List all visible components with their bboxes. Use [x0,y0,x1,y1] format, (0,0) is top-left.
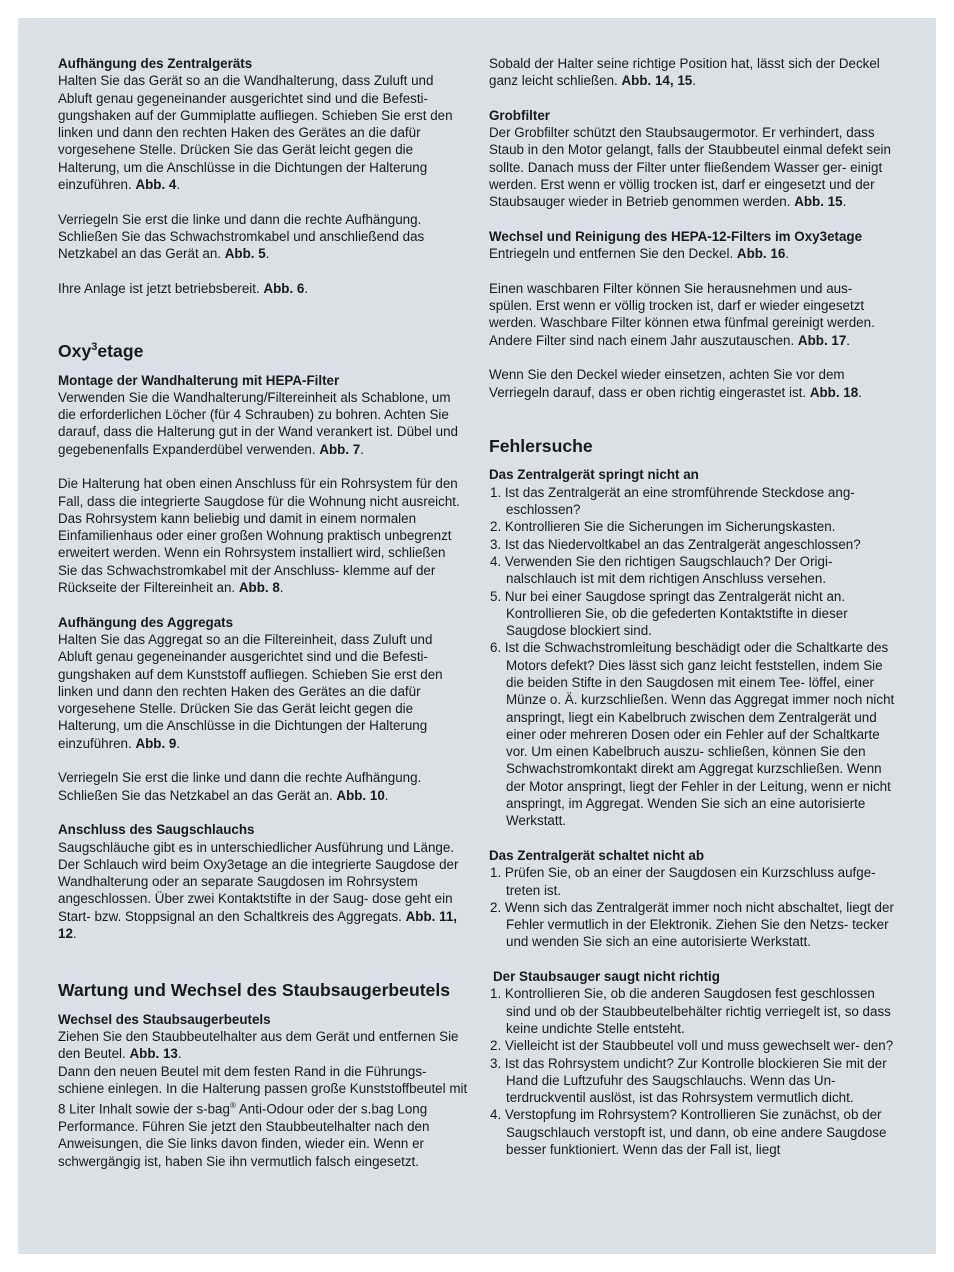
figure-ref: Abb. 14, 15 [621,73,693,89]
list-item: 3. Ist das Rohrsystem undicht? Zur Kontrolle blockieren Sie mit der Hand die Luftzufuhr des Saugschlauchs. Wenn das Un- terdruckventil auslöst, ist das Rohrsystem vermutlich dicht. [490,1055,887,1106]
section-title-saugt-nicht-richtig: Der Staubsauger saugt nicht richtig [493,969,720,985]
list-item: 4. Verstopfung im Rohrsystem? Kontrollieren Sie zunächst, ob der Saugschlauch verstopft ist, und dann, ob eine andere Saugdose besser funktioniert. Wenn das der Fall ist, liegt [490,1107,887,1158]
list-item: 4. Verwenden Sie den richtigen Saugschlauch? Der Origi- nalschlauch ist mit dem richtigen Anschluss versehen. [490,553,833,587]
paragraph: Ihre Anlage ist jetzt betriebsbereit. Abb. 6. [58,280,309,296]
section-title-saugschlauch: Anschluss des Saugschlauchs [58,822,255,838]
paragraph: Saugschläuche gibt es in unterschiedlicher Ausführung und Länge. Der Schlauch wird beim Oxy3etage an die integrierte Saugdose der Wandhalterung oder an separate Saugdosen im Rohrsystem angeschlossen. Über zwei Kontaktstifte in der Saug- dose geht ein Start- bzw. Stoppsignal an den Schaltkreis des Aggregats. Abb. 11, 12. [58,839,459,942]
section-title-aggregat: Aufhängung des Aggregats [58,614,234,630]
figure-ref: Abb. 4 [135,177,177,193]
heading-part: Oxy [58,341,92,362]
paragraph-text: Einen waschbaren Filter können Sie herausnehmen und aus- spülen. Erst wenn er völlig trocken ist, darf er wieder eingesetzt werden. Waschbare Filter können etwa fünfmal gereinigt werden. Andere Filter sind nach einem Jahr auszutauschen. [489,280,875,348]
paragraph-text: Die Halterung hat oben einen Anschluss für ein Rohrsystem für den Fall, dass die integrierte Saugdose für die Wohnung nicht ausreicht. Das Rohrsystem kann beliebig und damit in einem normalen Einfamilienhaus oder einer großen Wohnung praktisch unbegrenzt erweitert werden. Wenn ein Rohrsystem installiert wird, schließen Sie das Schwachstromkabel mit der Anschluss- klemme auf der Rückseite der Filtereinheit an. [58,476,460,596]
right-column [489,55,899,1158]
paragraph-text: Der Grobfilter schützt den Staubsaugermotor. Er verhindert, dass Staub in den Motor gelangt, falls der Staubbeutel einmal defekt sein sollte. Danach muss der Filter unter fließendem Wasser ger- einigt werden. Erst wenn er völlig trocken ist, darf er eingesetzt und der Staubsauger wieder in Betrieb genommen werden. [489,125,891,210]
paragraph: Halten Sie das Gerät so an die Wandhalterung, dass Zuluft und Abluft genau gegeneinander ausgerichtet sind und die Befesti- gungshaken auf der Gummiplatte aufliegen. Schieben Sie erst den linken und dann den rechten Haken des Gerätes an die dafür vorgesehene Stelle. Drücken Sie das Gerät leicht gegen die Halterung, um die Anschlüsse in die Dichtungen der Halterung einzuführen. Abb. 4. [58,73,453,193]
paragraph-text: Ihre Anlage ist jetzt betriebsbereit. [58,280,260,296]
list-item: 3. Ist das Niedervoltkabel an das Zentralgerät angeschlossen? [490,536,861,552]
figure-ref: Abb. 5 [224,246,266,262]
paragraph [58,1063,468,1170]
paragraph: Der Grobfilter schützt den Staubsaugermotor. Er verhindert, dass Staub in den Motor gelangt, falls der Staubbeutel einmal defekt sein sollte. Danach muss der Filter unter fließendem Wasser ger- einigt werden. Erst wenn er völlig trocken ist, darf er eingesetzt und der Staubsauger wieder in Betrieb genommen werden. Abb. 15. [489,125,891,210]
heading-part: etage [97,341,144,362]
figure-ref: Abb. 11, 12 [58,908,457,942]
paragraph-text: Verriegeln Sie erst die linke und dann die rechte Aufhängung. Schließen Sie das Netzkabel an das Gerät an. [58,770,422,803]
paragraph-text: Halten Sie das Gerät so an die Wandhalterung, dass Zuluft und Abluft genau gegeneinander ausgerichtet sind und die Befesti- gungshaken auf der Gummiplatte aufliegen. Schieben Sie erst den linken und dann den rechten Haken des Gerätes an die dafür vorgesehene Stelle. Drücken Sie das Gerät leicht gegen die Halterung, um die Anschlüsse in die Dichtungen der Halterung einzuführen. [58,73,453,193]
list-item: 1. Ist das Zentralgerät an eine stromführende Steckdose ang- eschlossen? [490,484,855,518]
figure-ref: Abb. 18 [809,384,859,400]
section-title-grobfilter: Grobfilter [489,107,551,123]
paragraph: Verriegeln Sie erst die linke und dann die rechte Aufhängung. Schließen Sie das Schwachstromkabel und anschließend das Netzkabel an das Gerät an. Abb. 5. [58,211,425,262]
figure-ref: Abb. 8 [238,580,280,596]
paragraph: Halten Sie das Aggregat so an die Filtereinheit, dass Zuluft und Abluft genau gegeneinander ausgerichtet sind und die Befesti- gungshaken auf dem Kunststoff aufliegen. Schieben Sie erst den linken und dann den rechten Haken des Gerätes an die dafür vorgesehene Stelle. Drücken Sie das Gerät leicht gegen die Halterung, um die Anschlüsse in die Dichtungen der Halterung einzuführen. Abb. 9. [58,631,443,751]
figure-ref: Abb. 6 [263,280,305,296]
list-item: 2. Wenn sich das Zentralgerät immer noch nicht abschaltet, liegt der Fehler vermutlich in der Elektronik. Ziehen Sie den Netzs- tecker und wenden Sie sich an eine autorisierte Werkstatt. [490,899,894,950]
list-item: 6. Ist die Schwachstromleitung beschädigt oder die Schaltkarte des Motors defekt? Dies lässt sich ganz leicht feststellen, indem Sie die beiden Stifte in den Saugdosen mit einem Tee- löffel, einer Münze o. Ä. kurzschließen. Wenn das Aggregat immer noch nicht anspringt, liegt ein Kabelbruch zwischen dem Zentralgerät und einer oder mehreren Dosen oder ein Fehler auf der Schaltkarte vor. Um einen Kabelbruch auszu- schließen, können Sie den Schwachstromkontakt direkt am Aggregat kurzschließen. Wenn der Motor anspringt, liegt der Fehler in der Leitung, wenn er nicht anspringt, im Aggregat. Wenden Sie sich an eine autorisierte Werkstatt. [490,640,895,829]
paragraph: Verriegeln Sie erst die linke und dann die rechte Aufhängung. Schließen Sie das Netzkabel an das Gerät an. Abb. 10. [58,770,422,803]
section-title-schaltet-nicht-ab: Das Zentralgerät schaltet nicht ab [489,847,705,863]
section-title-springt-nicht-an: Das Zentralgerät springt nicht an [489,467,699,483]
figure-ref: Abb. 16 [736,246,786,262]
paragraph-text: Ziehen Sie den Staubbeutelhalter aus dem Gerät und entfernen Sie den Beutel. [58,1029,459,1062]
registered-mark: ® [229,1101,236,1111]
list-item: 5. Nur bei einer Saugdose springt das Zentralgerät nicht an. Kontrollieren Sie, ob die gefederten Kontaktstifte in dieser Saugdose blockiert sind. [490,588,848,639]
left-column [58,55,468,1170]
troubleshooting-list-3 [489,985,899,1158]
paragraph-text: Entriegeln und entfernen Sie den Deckel. [489,246,734,262]
troubleshooting-list-2 [489,864,899,950]
figure-ref: Abb. 13 [129,1046,178,1062]
paragraph-text: Wenn Sie den Deckel wieder einsetzen, achten Sie vor dem Verriegeln darauf, dass er oben richtig eingerastet ist. [489,367,845,400]
figure-ref: Abb. 17 [797,332,847,348]
heading-fehlersuche: Fehlersuche [489,435,593,456]
paragraph-text: Dann den neuen Beutel mit dem festen Rand in die Führungs- schiene einlegen. In die Halterung passen große Kunststoffbeutel mit 8 Liter Inhalt sowie der s-bag [58,1063,468,1117]
troubleshooting-list-1 [489,484,899,830]
paragraph-text: Anti-Odour oder der s.bag Long Performance. Führen Sie jetzt den Staubbeutelhalter nach den Anweisungen, die Sie links davon finden, wieder ein. Wenn er schwergängig ist, haben Sie ihn vermutlich falsch eingesetzt. [58,1101,430,1169]
paragraph: Verwenden Sie die Wandhalterung/Filtereinheit als Schablone, um die erforderlichen Löcher (für 4 Schrauben) zu bohren. Achten Sie darauf, dass die Halterung gut in der Wand verankert ist. Dübel und gegebenenfalls Expanderdübel verwenden. Abb. 7. [58,389,458,457]
list-item: 1. Kontrollieren Sie, ob die anderen Saugdosen fest geschlossen sind und ob der Staubbeutelbehälter richtig verriegelt ist, so dass keine undichte Stelle entsteht. [490,986,891,1036]
list-item: 1. Prüfen Sie, ob an einer der Saugdosen ein Kurzschluss aufge- treten ist. [490,865,876,898]
paragraph: Sobald der Halter seine richtige Position hat, lässt sich der Deckel ganz leicht schließen. Abb. 14, 15. [489,56,880,89]
heading-superscript: 3 [91,341,98,354]
paragraph-text: Halten Sie das Aggregat so an die Filtereinheit, dass Zuluft und Abluft genau gegeneinander ausgerichtet sind und die Befesti- gungshaken auf dem Kunststoff aufliegen. Schieben Sie erst den linken und dann den rechten Haken des Gerätes an die dafür vorgesehene Stelle. Drücken Sie das Gerät leicht gegen die Halterung, um die Anschlüsse in die Dichtungen der Halterung einzuführen. [58,631,443,751]
paragraph: Einen waschbaren Filter können Sie herausnehmen und aus- spülen. Erst wenn er völlig trocken ist, darf er wieder eingesetzt werden. Waschbare Filter können etwa fünfmal gereinigt werden. Andere Filter sind nach einem Jahr auszutauschen. Abb. 17. [489,280,875,348]
heading-oxy3etage [58,335,468,363]
figure-ref: Abb. 9 [135,735,177,751]
paragraph: Wenn Sie den Deckel wieder einsetzen, achten Sie vor dem Verriegeln darauf, dass er oben richtig eingerastet ist. Abb. 18. [489,367,862,400]
section-title-beutelwechsel: Wechsel des Staubsaugerbeutels [58,1011,271,1027]
figure-ref: Abb. 7 [319,441,361,457]
figure-ref: Abb. 10 [336,787,385,803]
paragraph-text: Verwenden Sie die Wandhalterung/Filtereinheit als Schablone, um die erforderlichen Löcher (für 4 Schrauben) zu bohren. Achten Sie darauf, dass die Halterung gut in der Wand verankert ist. Dübel und gegebenenfalls Expanderdübel verwenden. [58,389,458,457]
paragraph-text: Saugschläuche gibt es in unterschiedlicher Ausführung und Länge. Der Schlauch wird beim Oxy3etage an die integrierte Saugdose der Wandhalterung oder an separate Saugdosen im Rohrsystem angeschlossen. Über zwei Kontaktstifte in der Saug- dose geht ein Start- bzw. Stoppsignal an den Schaltkreis des Aggregats. [58,839,459,924]
section-title-zentralgeraet: Aufhängung des Zentralgeräts [58,56,253,71]
paragraph: Die Halterung hat oben einen Anschluss für ein Rohrsystem für den Fall, dass die integrierte Saugdose für die Wohnung nicht ausreicht. Das Rohrsystem kann beliebig und damit in einem normalen Einfamilienhaus oder einer großen Wohnung praktisch unbegrenzt erweitert werden. Wenn ein Rohrsystem installiert wird, schließen Sie das Schwachstromkabel mit der Anschluss- klemme auf der Rückseite der Filtereinheit an. Abb. 8. [58,476,460,596]
paragraph-text: Sobald der Halter seine richtige Position hat, lässt sich der Deckel ganz leicht schließen. [489,56,880,89]
list-item: 2. Vielleicht ist der Staubbeutel voll und muss gewechselt wer- den? [490,1038,894,1054]
paragraph: Entriegeln und entfernen Sie den Deckel. Abb. 16. [489,246,790,262]
section-title-montage: Montage der Wandhalterung mit HEPA-Filter [58,372,340,388]
section-title-hepa: Wechsel und Reinigung des HEPA-12-Filters im Oxy3etage [489,228,863,244]
paragraph-text: Verriegeln Sie erst die linke und dann die rechte Aufhängung. Schließen Sie das Schwachstromkabel und anschließend das Netzkabel an das Gerät an. [58,211,425,262]
figure-ref: Abb. 15 [794,194,843,210]
list-item: 2. Kontrollieren Sie die Sicherungen im Sicherungskasten. [490,519,836,535]
heading-wartung: Wartung und Wechsel des Staubsaugerbeutels [58,980,451,1001]
paragraph: Ziehen Sie den Staubbeutelhalter aus dem Gerät und entfernen Sie den Beutel. Abb. 13. [58,1029,459,1062]
